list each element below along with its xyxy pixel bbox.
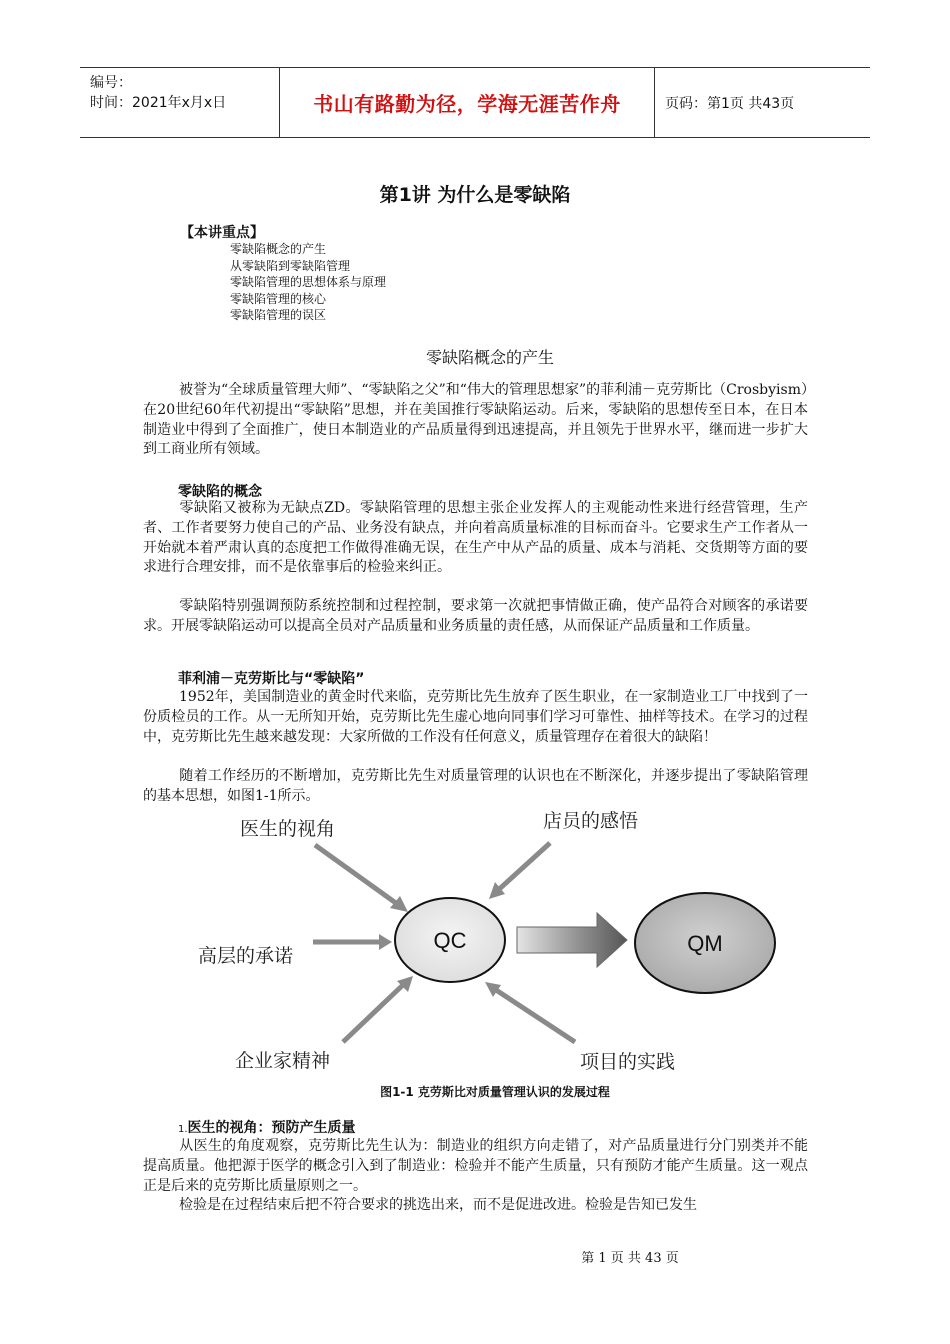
input-label-left: 高层的承诺	[198, 945, 294, 967]
header-motto-cell	[280, 68, 655, 137]
header-meta-cell	[80, 68, 280, 137]
document-number-label: 编号：	[90, 75, 132, 91]
header-page-info: 页码：第1页 共43页	[665, 95, 795, 112]
key-points-label: 【本讲重点】	[180, 225, 264, 241]
key-point-item: 零缺陷管理的误区	[230, 308, 327, 322]
key-point-item: 零缺陷管理的思想体系与原理	[230, 275, 387, 289]
figure-caption: 图1-1 克劳斯比对质量管理认识的发展过程	[380, 1085, 610, 1099]
lecture-title: 第1讲 为什么是零缺陷	[379, 184, 571, 206]
concept-paragraph-2: 零缺陷特别强调预防系统控制和过程控制，要求第一次就把事情做正确，使产品符合对顾客的承诺要求。开展零缺陷运动可以提高全员对产品质量和业务质量的责任感，从而保证产品质量和工作质量。	[143, 598, 808, 634]
arrow-top-left	[315, 845, 400, 906]
concept-heading: 零缺陷的概念	[178, 484, 262, 500]
document-time-label: 时间：2021年x月x日	[90, 95, 227, 111]
crosby-paragraph-2: 随着工作经历的不断增加，克劳斯比先生对质量管理的认识也在不断深化，并逐步提出了零缺陷管理的基本思想，如图1-1所示。	[143, 768, 808, 804]
header-page-cell	[655, 68, 870, 137]
arrow-bottom-left	[343, 983, 405, 1042]
section-title: 零缺陷概念的产生	[425, 348, 554, 367]
input-label-bottom-left: 企业家精神	[235, 1050, 331, 1072]
arrow-head-left	[379, 934, 392, 950]
input-label-top-left: 医生的视角	[240, 818, 336, 840]
key-point-item: 从零缺陷到零缺陷管理	[230, 258, 351, 273]
input-label-top-right: 店员的感悟	[543, 810, 639, 832]
qc-label: QC	[433, 928, 467, 953]
qc-to-qm-diagram	[195, 805, 805, 1080]
doctor-heading-number: 1.	[178, 1124, 188, 1135]
header-motto: 书山有路勤为径，学海无涯苦作舟	[313, 92, 621, 116]
concept-paragraph-1: 零缺陷又被称为无缺点ZD。零缺陷管理的思想主张企业发挥人的主观能动性来进行经营管理，生产者、工作者要努力使自己的产品、业务没有缺点，并向着高质量标准的目标而奋斗。它要求生产工作者从一开始就本着严肃认真的态度把工作做得准确无误，在生产中从产品的质量、成本与消耗、交货期等方面的要求进行合理安排，而不是依靠事后的检验来纠正。	[143, 500, 808, 576]
page-footer: 第 1 页 共 43 页	[581, 1251, 679, 1266]
doctor-heading: 1.医生的视角：预防产生质量	[178, 1120, 356, 1136]
doctor-paragraph-2: 检验是在过程结束后把不符合要求的挑选出来，而不是促进改进。检验是告知已发生	[179, 1197, 697, 1213]
arrow-bottom-right	[493, 988, 575, 1042]
key-point-item: 零缺陷管理的核心	[230, 291, 327, 306]
key-point-item: 零缺陷概念的产生	[230, 242, 327, 256]
crosby-paragraph-1: 1952年，美国制造业的黄金时代来临，克劳斯比先生放弃了医生职业，在一家制造业工厂中找到了一份质检员的工作。从一无所知开始，克劳斯比先生虚心地向同事们学习可靠性、抽样等技术。在学习的过程中，克劳斯比先生越来越发现：大家所做的工作没有任何意义，质量管理存在着很大的缺陷！	[143, 689, 808, 745]
input-label-bottom-right: 项目的实践	[580, 1051, 676, 1073]
arrow-top-right	[496, 843, 550, 892]
intro-paragraph: 被誉为“全球质量管理大师”、“零缺陷之父”和“伟大的管理思想家”的菲利浦－克劳斯比（Crosbyism）在20世纪60年代初提出“零缺陷”思想，并在美国推行零缺陷运动。后来，零缺陷的思想传至日本，在日本制造业中得到了全面推广，使日本制造业的产品质量得到迅速提高，并且领先于世界水平，继而进一步扩大到工商业所有领域。	[143, 382, 808, 458]
key-points-list	[230, 241, 386, 324]
crosby-heading: 菲利浦－克劳斯比与“零缺陷”	[178, 671, 365, 687]
transition-arrow	[517, 913, 627, 967]
doctor-paragraph-1: 从医生的角度观察，克劳斯比先生认为：制造业的组织方向走错了，对产品质量进行分门别类并不能提高质量。他把源于医学的概念引入到了制造业：检验并不能产生质量，只有预防才能产生质量。这一观点正是后来的克劳斯比质量原则之一。	[143, 1138, 808, 1194]
page-header	[80, 67, 870, 138]
qm-label: QM	[687, 931, 723, 956]
